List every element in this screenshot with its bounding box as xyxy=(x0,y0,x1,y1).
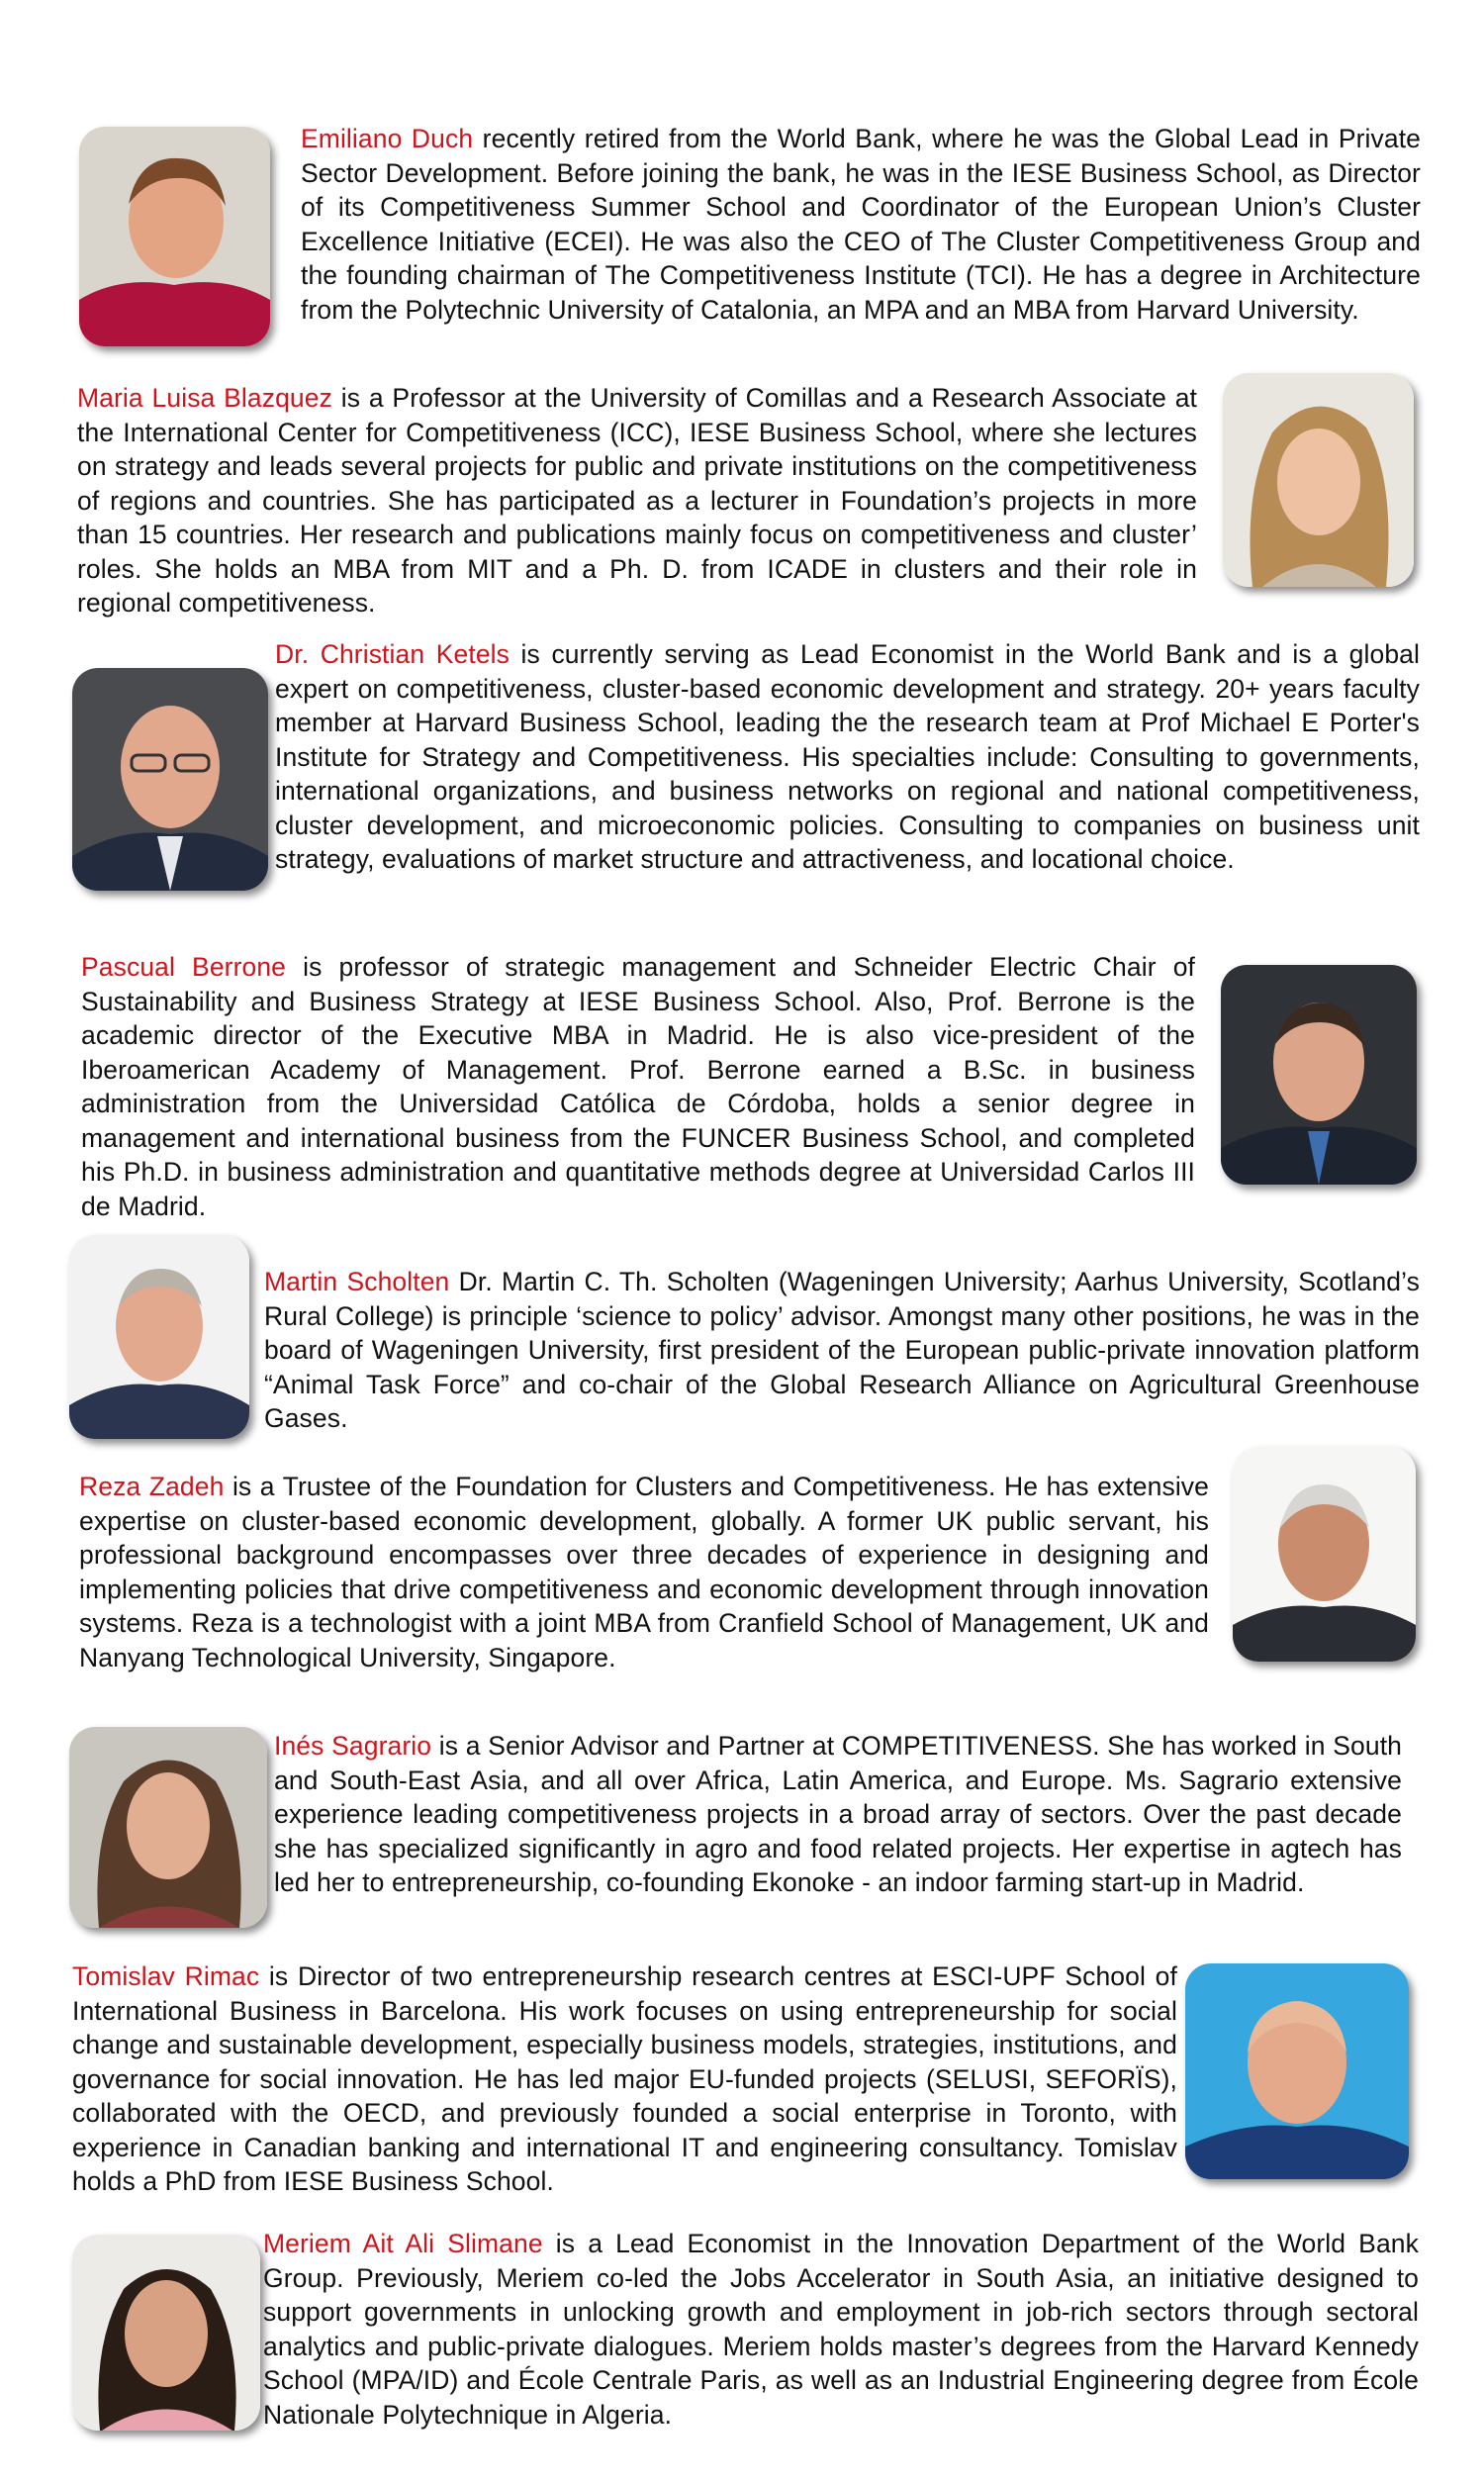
bio-block xyxy=(72,1959,1177,2199)
portrait-emiliano-duch xyxy=(79,127,270,346)
bio-description: is currently serving as Lead Economist in the World Bank and is a global expert on competitiveness, cluster-based economic development and strategy. 20+ years faculty member at Harvard Business School, leading the the research team at Prof Michael E Porter's Institute for Strategy and Competitiveness. His specialties include: Consulting to governments, international organizations, and business networks on regional and national competitiveness, cluster development, and microeconomic policies. Consulting to companies on business unit strategy, evaluations of market structure and attractiveness, and locational choice. xyxy=(275,639,1420,874)
bio-text xyxy=(79,1470,1209,1674)
bio-text xyxy=(274,1729,1402,1900)
portrait-reza-zadeh xyxy=(1233,1447,1416,1662)
portrait-tomislav-rimac xyxy=(1185,1963,1409,2179)
portrait-martin-scholten xyxy=(69,1235,249,1439)
bio-description: Dr. Martin C. Th. Scholten (Wageningen University; Aarhus University, Scotland’s Rural College) is principle ‘science to policy’ advisor. Amongst many other positions, he was in the board of Wageningen University, first president of the European public-private innovation platform “Animal Task Force” and co-chair of the Global Research Alliance on Agricultural Greenhouse Gases. xyxy=(264,1267,1420,1433)
speaker-name: Martin Scholten xyxy=(264,1267,450,1296)
speaker-name: Emiliano Duch xyxy=(301,124,474,153)
bio-block xyxy=(77,381,1197,621)
portrait-meriem-ait-ali-slimane xyxy=(72,2235,260,2431)
portrait-pascual-berrone xyxy=(1221,965,1417,1185)
bio-description: is a Trustee of the Foundation for Clusters and Competitiveness. He has extensive expertise on cluster-based economic development, globally. A former UK public servant, his professional background encompasses over three decades of experience in designing and implementing policies that drive competitiveness and economic development through innovation systems. Reza is a technologist with a joint MBA from Cranfield School of Management, UK and Nanyang Technological University, Singapore. xyxy=(79,1472,1209,1672)
bio-text xyxy=(301,122,1421,327)
portrait-maria-luisa-blazquez xyxy=(1223,373,1414,587)
bio-text xyxy=(264,1265,1420,1436)
bio-block xyxy=(264,1265,1420,1436)
speaker-name: Inés Sagrario xyxy=(274,1731,432,1761)
bio-block xyxy=(79,1470,1209,1674)
speaker-name: Pascual Berrone xyxy=(81,952,287,982)
bio-text xyxy=(263,2227,1419,2432)
speaker-name: Reza Zadeh xyxy=(79,1472,225,1501)
portrait-ines-sagrario xyxy=(69,1727,267,1928)
bio-block xyxy=(275,637,1420,877)
bio-block xyxy=(301,122,1421,327)
speaker-name: Tomislav Rimac xyxy=(72,1961,260,1991)
speaker-name: Dr. Christian Ketels xyxy=(275,639,510,669)
portrait-christian-ketels xyxy=(72,668,268,891)
bio-description: is a Senior Advisor and Partner at COMPETITIVENESS. She has worked in South and South-East Asia, and all over Africa, Latin America, and Europe. Ms. Sagrario extensive experience leading competitiveness projects in a broad array of sectors. Over the past decade she has specialized significantly in agro and food related projects. Her expertise in agtech has led her to entrepreneurship, co-founding Ekonoke - an indoor farming start-up in Madrid. xyxy=(274,1731,1402,1897)
speaker-name: Maria Luisa Blazquez xyxy=(77,383,332,413)
bio-text xyxy=(72,1959,1177,2199)
bio-block xyxy=(274,1729,1402,1900)
bio-description: is Director of two entrepreneurship research centres at ESCI-UPF School of International Business in Barcelona. His work focuses on using entrepreneurship for social change and sustainable development, especially business models, strategies, institutions, and governance for social innovation. He has led major EU-funded projects (SELUSI, SEFORÏS), collaborated with the OECD, and previously founded a social enterprise in Toronto, with experience in Canadian banking and international IT and engineering consultancy. Tomislav holds a PhD from IESE Business School. xyxy=(72,1961,1177,2196)
bio-description: is a Professor at the University of Comillas and a Research Associate at the International Center for Competitiveness (ICC), IESE Business School, where she lectures on strategy and leads several projects for public and private institutions on the competitiveness of regions and countries. She has participated as a lecturer in Foundation’s projects in more than 15 countries. Her research and publications mainly focus on competitiveness and cluster’ roles. She holds an MBA from MIT and a Ph. D. from ICADE in clusters and their role in regional competitiveness. xyxy=(77,383,1197,618)
bio-block xyxy=(81,950,1195,1223)
bio-description: recently retired from the World Bank, where he was the Global Lead in Private Sector Development. Before joining the bank, he was in the IESE Business School, as Director of its Competitiveness Summer School and Coordinator of the European Union’s Cluster Excellence Initiative (ECEI). He was also the CEO of The Cluster Competitiveness Group and the founding chairman of The Competitiveness Institute (TCI). He has a degree in Architecture from the Polytechnic University of Catalonia, an MPA and an MBA from Harvard University. xyxy=(301,124,1421,325)
bio-text xyxy=(81,950,1195,1223)
bio-description: is a Lead Economist in the Innovation Department of the World Bank Group. Previously, Meriem co-led the Jobs Accelerator in South Asia, an initiative designed to support governments in unlocking growth and employment in job-rich sectors through sectoral analytics and public-private dialogues. Meriem holds master’s degrees from the Harvard Kennedy School (MPA/ID) and École Centrale Paris, as well as an Industrial Engineering degree from École Nationale Polytechnique in Algeria. xyxy=(263,2229,1419,2430)
bio-text xyxy=(77,381,1197,621)
speaker-name: Meriem Ait Ali Slimane xyxy=(263,2229,543,2258)
bio-block xyxy=(263,2227,1419,2432)
bio-text xyxy=(275,637,1420,877)
bio-description: is professor of strategic management and Schneider Electric Chair of Sustainability and Business Strategy at IESE Business School. Also, Prof. Berrone is the academic director of the Executive MBA in Madrid. He is also vice-president of the Iberoamerican Academy of Management. Prof. Berrone earned a B.Sc. in business administration from the Universidad Católica de Córdoba, holds a senior degree in management and international business from the FUNCER Business School, and completed his Ph.D. in business administration and quantitative methods degree at Universidad Carlos III de Madrid. xyxy=(81,952,1195,1221)
